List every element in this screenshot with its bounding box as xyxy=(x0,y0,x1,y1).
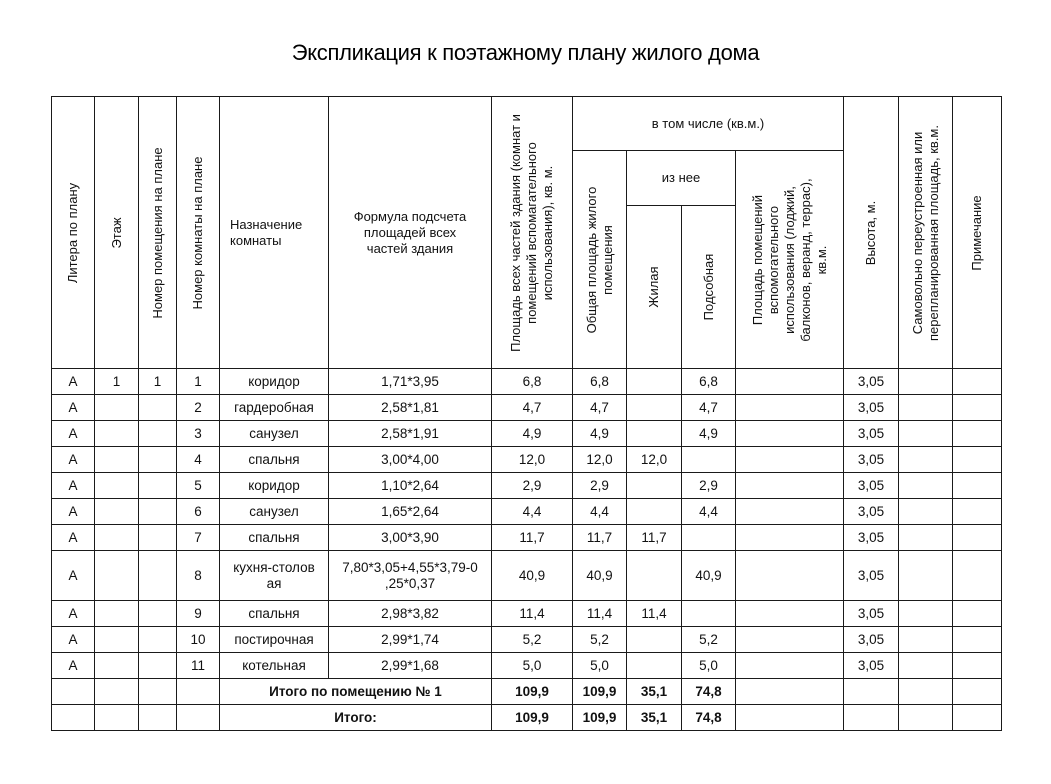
header-living-total-line2: помещения xyxy=(599,224,615,295)
height-cell: 3,05 xyxy=(844,653,899,679)
header-litera-text: Литера по плану xyxy=(65,182,80,283)
header-aux-use-text xyxy=(750,178,830,341)
floor-cell xyxy=(95,499,139,525)
residential-cell xyxy=(627,551,682,601)
table-body xyxy=(52,369,1002,731)
litera-cell: А xyxy=(52,551,95,601)
note-cell xyxy=(953,551,1002,601)
auxiliary-cell: 4,9 xyxy=(682,421,736,447)
aux-use-cell xyxy=(736,601,844,627)
header-residential xyxy=(627,206,682,369)
empty-cell xyxy=(844,679,899,705)
aux-use-cell xyxy=(736,473,844,499)
total-area-cell: 11,7 xyxy=(492,525,573,551)
aux-use-cell xyxy=(736,525,844,551)
purpose-cell: санузел xyxy=(220,421,329,447)
rebuilt-cell xyxy=(899,525,953,551)
header-auxiliary xyxy=(682,206,736,369)
rebuilt-cell xyxy=(899,395,953,421)
purpose-cell: коридор xyxy=(220,473,329,499)
residential-cell xyxy=(627,473,682,499)
height-cell: 3,05 xyxy=(844,627,899,653)
rebuilt-cell xyxy=(899,627,953,653)
formula-cell: 2,99*1,68 xyxy=(329,653,492,679)
header-living-total xyxy=(573,151,627,369)
table-row xyxy=(52,421,1002,447)
room-cell: 1 xyxy=(177,369,220,395)
table-row xyxy=(52,551,1002,601)
header-rebuilt-line1: Самовольно переустроенная или xyxy=(909,131,925,334)
header-litera xyxy=(52,97,95,369)
grand-total-row xyxy=(52,705,1002,731)
table-row xyxy=(52,601,1002,627)
litera-cell: А xyxy=(52,421,95,447)
empty-cell xyxy=(899,705,953,731)
table-row xyxy=(52,369,1002,395)
premise-cell xyxy=(139,627,177,653)
residential-sum: 35,1 xyxy=(627,705,682,731)
empty-cell xyxy=(736,705,844,731)
aux-use-cell xyxy=(736,421,844,447)
height-cell: 3,05 xyxy=(844,601,899,627)
total-area-cell: 5,2 xyxy=(492,627,573,653)
header-living-total-line1: Общая площадь жилого xyxy=(583,186,599,333)
empty-cell xyxy=(139,679,177,705)
living-total-cell: 12,0 xyxy=(573,447,627,473)
living-total-cell: 2,9 xyxy=(573,473,627,499)
height-cell: 3,05 xyxy=(844,525,899,551)
living-total-cell: 4,9 xyxy=(573,421,627,447)
litera-cell: А xyxy=(52,447,95,473)
premise-cell: 1 xyxy=(139,369,177,395)
total-label: Итого: xyxy=(220,705,492,731)
table-row xyxy=(52,395,1002,421)
note-cell xyxy=(953,653,1002,679)
total-area-cell: 12,0 xyxy=(492,447,573,473)
header-purpose-text: Назначение комнаты xyxy=(230,216,303,248)
header-height xyxy=(844,97,899,369)
header-rebuilt xyxy=(899,97,953,369)
premise-cell xyxy=(139,499,177,525)
note-cell xyxy=(953,473,1002,499)
header-note-text: Примечание xyxy=(969,194,985,271)
purpose-cell: спальня xyxy=(220,447,329,473)
floor-cell xyxy=(95,473,139,499)
note-cell xyxy=(953,627,1002,653)
living-total-cell: 11,7 xyxy=(573,525,627,551)
premise-cell xyxy=(139,653,177,679)
living-total-sum: 109,9 xyxy=(573,705,627,731)
header-residential-text: Жилая xyxy=(646,266,661,308)
rebuilt-cell xyxy=(899,447,953,473)
residential-cell xyxy=(627,499,682,525)
header-formula xyxy=(329,97,492,369)
litera-cell: А xyxy=(52,627,95,653)
header-including: в том числе (кв.м.) xyxy=(573,97,844,151)
aux-use-cell xyxy=(736,395,844,421)
auxiliary-cell: 4,7 xyxy=(682,395,736,421)
header-height-text: Высота, м. xyxy=(863,200,879,265)
formula-cell: 3,00*3,90 xyxy=(329,525,492,551)
formula-cell: 1,71*3,95 xyxy=(329,369,492,395)
floor-cell xyxy=(95,395,139,421)
total-area-cell: 40,9 xyxy=(492,551,573,601)
height-cell: 3,05 xyxy=(844,551,899,601)
header-room-no-text: Номер комнаты на плане xyxy=(190,156,205,309)
residential-cell xyxy=(627,421,682,447)
header-note xyxy=(953,97,1002,369)
aux-use-cell xyxy=(736,369,844,395)
premise-cell xyxy=(139,395,177,421)
header-aux-use-line3: использования (лоджий, xyxy=(781,185,797,334)
auxiliary-sum: 74,8 xyxy=(682,679,736,705)
auxiliary-cell xyxy=(682,525,736,551)
header-rebuilt-line2: перепланированная площадь, кв.м. xyxy=(925,124,941,341)
residential-cell xyxy=(627,653,682,679)
premise-cell xyxy=(139,421,177,447)
rebuilt-cell xyxy=(899,473,953,499)
empty-cell xyxy=(177,705,220,731)
total-label: Итого по помещению № 1 xyxy=(220,679,492,705)
rebuilt-cell xyxy=(899,421,953,447)
header-of-which: из нее xyxy=(627,151,736,206)
formula-cell: 2,58*1,81 xyxy=(329,395,492,421)
rebuilt-cell xyxy=(899,601,953,627)
floor-cell xyxy=(95,421,139,447)
table-row xyxy=(52,627,1002,653)
purpose-cell: постирочная xyxy=(220,627,329,653)
purpose-cell: коридор xyxy=(220,369,329,395)
header-total-area-line3: использования), кв. м. xyxy=(540,165,555,300)
auxiliary-cell: 40,9 xyxy=(682,551,736,601)
premise-cell xyxy=(139,447,177,473)
residential-sum: 35,1 xyxy=(627,679,682,705)
empty-cell xyxy=(139,705,177,731)
header-formula-text: Формула подсчета площадей всех частей здания xyxy=(353,208,467,256)
rebuilt-cell xyxy=(899,551,953,601)
total-area-sum: 109,9 xyxy=(492,705,573,731)
litera-cell: А xyxy=(52,369,95,395)
room-cell: 10 xyxy=(177,627,220,653)
formula-cell: 2,98*3,82 xyxy=(329,601,492,627)
purpose-cell: кухня-столов ая xyxy=(220,551,329,601)
empty-cell xyxy=(95,705,139,731)
formula-cell: 2,99*1,74 xyxy=(329,627,492,653)
aux-use-cell xyxy=(736,653,844,679)
living-total-cell: 40,9 xyxy=(573,551,627,601)
empty-cell xyxy=(844,705,899,731)
table-row xyxy=(52,653,1002,679)
total-area-sum: 109,9 xyxy=(492,679,573,705)
floor-cell xyxy=(95,551,139,601)
residential-cell xyxy=(627,369,682,395)
premise-cell xyxy=(139,473,177,499)
empty-cell xyxy=(736,679,844,705)
empty-cell xyxy=(953,679,1002,705)
header-aux-use xyxy=(736,151,844,369)
note-cell xyxy=(953,525,1002,551)
auxiliary-cell: 5,0 xyxy=(682,653,736,679)
residential-cell: 11,4 xyxy=(627,601,682,627)
auxiliary-cell: 4,4 xyxy=(682,499,736,525)
living-total-cell: 5,2 xyxy=(573,627,627,653)
header-purpose xyxy=(220,97,329,369)
empty-cell xyxy=(52,679,95,705)
height-cell: 3,05 xyxy=(844,369,899,395)
total-area-cell: 4,7 xyxy=(492,395,573,421)
height-cell: 3,05 xyxy=(844,473,899,499)
total-area-cell: 11,4 xyxy=(492,601,573,627)
room-cell: 3 xyxy=(177,421,220,447)
formula-cell: 1,10*2,64 xyxy=(329,473,492,499)
subtotal-row xyxy=(52,679,1002,705)
room-cell: 9 xyxy=(177,601,220,627)
floor-cell: 1 xyxy=(95,369,139,395)
formula-cell: 2,58*1,91 xyxy=(329,421,492,447)
total-area-cell: 4,4 xyxy=(492,499,573,525)
header-auxiliary-text: Подсобная xyxy=(700,253,716,321)
auxiliary-cell xyxy=(682,447,736,473)
auxiliary-sum: 74,8 xyxy=(682,705,736,731)
note-cell xyxy=(953,421,1002,447)
litera-cell: А xyxy=(52,499,95,525)
floor-cell xyxy=(95,653,139,679)
purpose-cell: санузел xyxy=(220,499,329,525)
header-room-no xyxy=(177,97,220,369)
table-row xyxy=(52,447,1002,473)
total-area-cell: 2,9 xyxy=(492,473,573,499)
aux-use-cell xyxy=(736,499,844,525)
header-aux-use-line1: Площадь помещений xyxy=(749,194,765,325)
aux-use-cell xyxy=(736,447,844,473)
header-floor xyxy=(95,97,139,369)
litera-cell: А xyxy=(52,395,95,421)
room-cell: 8 xyxy=(177,551,220,601)
header-total-area-line2: помещений вспомагательного xyxy=(524,141,539,324)
formula-cell: 3,00*4,00 xyxy=(329,447,492,473)
height-cell: 3,05 xyxy=(844,447,899,473)
room-cell: 2 xyxy=(177,395,220,421)
living-total-cell: 11,4 xyxy=(573,601,627,627)
empty-cell xyxy=(953,705,1002,731)
note-cell xyxy=(953,447,1002,473)
floor-cell xyxy=(95,525,139,551)
premise-cell xyxy=(139,601,177,627)
rebuilt-cell xyxy=(899,653,953,679)
table-row xyxy=(52,499,1002,525)
room-cell: 6 xyxy=(177,499,220,525)
room-cell: 4 xyxy=(177,447,220,473)
auxiliary-cell: 5,2 xyxy=(682,627,736,653)
premise-cell xyxy=(139,525,177,551)
auxiliary-cell: 6,8 xyxy=(682,369,736,395)
room-cell: 11 xyxy=(177,653,220,679)
rebuilt-cell xyxy=(899,499,953,525)
residential-cell: 12,0 xyxy=(627,447,682,473)
header-aux-use-line4: балконов, веранд, террас), xyxy=(797,177,813,342)
table-row xyxy=(52,525,1002,551)
litera-cell: А xyxy=(52,653,95,679)
room-cell: 5 xyxy=(177,473,220,499)
height-cell: 3,05 xyxy=(844,499,899,525)
purpose-cell: гардеробная xyxy=(220,395,329,421)
empty-cell xyxy=(95,679,139,705)
header-premise-no xyxy=(139,97,177,369)
formula-cell: 7,80*3,05+4,55*3,79-0 ,25*0,37 xyxy=(329,551,492,601)
header-total-area xyxy=(492,97,573,369)
empty-cell xyxy=(52,705,95,731)
header-rebuilt-text xyxy=(910,125,942,341)
note-cell xyxy=(953,395,1002,421)
formula-cell: 1,65*2,64 xyxy=(329,499,492,525)
litera-cell: А xyxy=(52,525,95,551)
living-total-cell: 5,0 xyxy=(573,653,627,679)
empty-cell xyxy=(177,679,220,705)
rebuilt-cell xyxy=(899,369,953,395)
total-area-cell: 6,8 xyxy=(492,369,573,395)
total-area-cell: 4,9 xyxy=(492,421,573,447)
auxiliary-cell: 2,9 xyxy=(682,473,736,499)
note-cell xyxy=(953,499,1002,525)
height-cell: 3,05 xyxy=(844,395,899,421)
living-total-cell: 6,8 xyxy=(573,369,627,395)
explication-table xyxy=(51,96,1002,731)
header-total-area-line1: Площадь всех частей здания (комнат и xyxy=(508,113,523,352)
floor-cell xyxy=(95,601,139,627)
residential-cell xyxy=(627,627,682,653)
living-total-cell: 4,7 xyxy=(573,395,627,421)
litera-cell: А xyxy=(52,601,95,627)
floor-cell xyxy=(95,447,139,473)
aux-use-cell xyxy=(736,627,844,653)
living-total-cell: 4,4 xyxy=(573,499,627,525)
header-aux-use-line5: кв.м. xyxy=(813,245,829,274)
living-total-sum: 109,9 xyxy=(573,679,627,705)
purpose-cell: спальня xyxy=(220,601,329,627)
purpose-cell: спальня xyxy=(220,525,329,551)
empty-cell xyxy=(899,679,953,705)
header-floor-text: Этаж xyxy=(108,216,124,249)
auxiliary-cell xyxy=(682,601,736,627)
header-premise-no-text: Номер помещения на плане xyxy=(149,146,165,319)
premise-cell xyxy=(139,551,177,601)
header-living-total-text xyxy=(584,186,616,333)
floor-cell xyxy=(95,627,139,653)
table-row xyxy=(52,473,1002,499)
document-title: Экспликация к поэтажному плану жилого дома xyxy=(291,40,760,65)
header-aux-use-line2: вспомогательного xyxy=(765,205,781,314)
note-cell xyxy=(953,601,1002,627)
aux-use-cell xyxy=(736,551,844,601)
residential-cell xyxy=(627,395,682,421)
total-area-cell: 5,0 xyxy=(492,653,573,679)
purpose-cell: котельная xyxy=(220,653,329,679)
room-cell: 7 xyxy=(177,525,220,551)
height-cell: 3,05 xyxy=(844,421,899,447)
header-total-area-text xyxy=(508,114,556,352)
residential-cell: 11,7 xyxy=(627,525,682,551)
note-cell xyxy=(953,369,1002,395)
litera-cell: А xyxy=(52,473,95,499)
